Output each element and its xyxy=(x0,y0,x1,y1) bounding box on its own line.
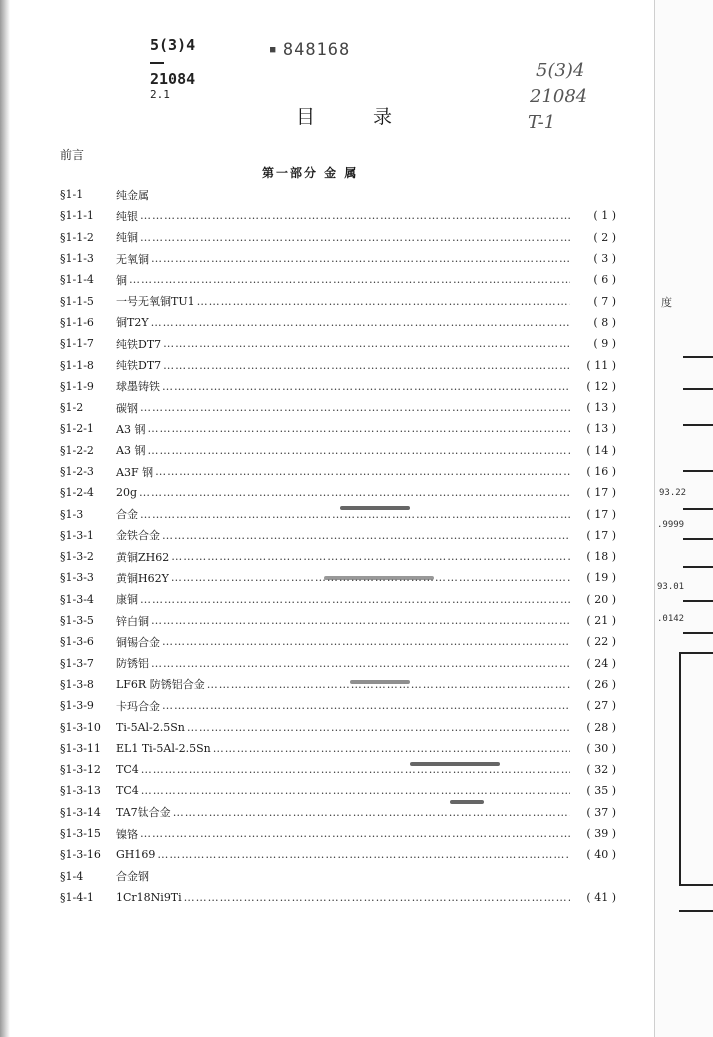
leader-dots xyxy=(157,848,570,861)
toc-section-code: §1-1-9 xyxy=(60,379,94,393)
toc-page-number: ( 17 ) xyxy=(586,528,616,542)
leader-dots xyxy=(162,380,570,393)
toc-entry xyxy=(60,653,616,674)
toc-page-number: ( 27 ) xyxy=(586,699,616,713)
toc-entry-title: 合金 xyxy=(116,508,138,522)
leader-dots xyxy=(163,337,570,350)
toc-page-number: ( 18 ) xyxy=(586,550,616,564)
toc-section-code: §1-3-7 xyxy=(60,656,94,670)
toc-entry xyxy=(60,205,616,226)
leader-dots xyxy=(151,252,570,265)
toc-entry xyxy=(60,184,616,205)
toc-entry xyxy=(60,738,616,759)
toc-entry xyxy=(60,376,616,397)
toc-entry-title: TC4 xyxy=(116,784,139,798)
toc-entry-title: 纯银 xyxy=(116,209,138,223)
page-title: 目录 xyxy=(296,106,451,128)
leader-dots xyxy=(140,209,570,222)
leader-dots xyxy=(141,784,570,797)
toc-entry xyxy=(60,482,616,503)
edge-text-5: .0142 xyxy=(657,614,685,624)
toc-entry xyxy=(60,397,616,418)
toc-entry-title: 铜T2Y xyxy=(116,316,149,330)
toc-entry xyxy=(60,440,616,461)
leader-dots xyxy=(187,721,570,734)
toc-entry-title: TA7钛合金 xyxy=(116,806,171,820)
toc-entry-title: 纯铁DT7 xyxy=(116,359,162,373)
toc-section-code: §1-2-1 xyxy=(60,422,94,436)
toc-entry-title: 纯铜 xyxy=(116,231,138,245)
toc-section-code: §1-3-14 xyxy=(60,805,101,819)
toc-page-number: ( 32 ) xyxy=(586,763,616,777)
toc-entry-title: A3F 钢 xyxy=(116,465,154,479)
toc-page-number: ( 37 ) xyxy=(586,805,616,819)
toc-page-number: ( 28 ) xyxy=(586,720,616,734)
toc-page-number: ( 14 ) xyxy=(586,443,616,457)
toc-page-number: ( 9 ) xyxy=(593,337,616,351)
toc-section-code: §1-3-8 xyxy=(60,677,94,691)
part-title: 第一部分 金 属 xyxy=(262,166,359,180)
toc-entry xyxy=(60,503,616,524)
toc-entry-title: Ti-5Al-2.5Sn xyxy=(116,720,185,734)
toc-page-number: ( 39 ) xyxy=(586,827,616,841)
print-smudge xyxy=(340,506,410,510)
leader-dots xyxy=(173,806,570,819)
toc-section-code: §1-3-13 xyxy=(60,784,101,798)
toc-entry xyxy=(60,227,616,248)
leader-dots xyxy=(139,486,570,499)
toc-entry-title: TC4 xyxy=(116,763,139,777)
toc-page-number: ( 20 ) xyxy=(586,592,616,606)
toc-page-number: ( 16 ) xyxy=(586,465,616,478)
toc-page-number: ( 11 ) xyxy=(586,358,616,372)
leader-dots xyxy=(162,529,570,542)
table-of-contents xyxy=(60,184,616,908)
toc-section-code: §1-3-6 xyxy=(60,635,94,649)
leader-dots xyxy=(163,359,570,372)
toc-section-code: §1-2 xyxy=(60,401,84,415)
toc-page-number: ( 24 ) xyxy=(586,656,616,670)
toc-section-code: §1-1-1 xyxy=(60,209,94,223)
toc-section-code: §1-3-4 xyxy=(60,592,94,606)
toc-entry-title: LF6R 防锈铝合金 xyxy=(116,678,205,692)
edge-rule xyxy=(683,632,713,634)
toc-page-number: ( 17 ) xyxy=(586,486,616,500)
toc-page-number: ( 13 ) xyxy=(586,422,616,436)
toc-entry xyxy=(60,866,616,887)
leader-dots xyxy=(197,295,570,308)
toc-section-code: §1-3-2 xyxy=(60,550,94,564)
toc-page-number: ( 12 ) xyxy=(586,379,616,393)
toc-section-code: §1-3-5 xyxy=(60,614,94,628)
leader-dots xyxy=(155,465,570,478)
toc-entry-title: 一号无氧铜TU1 xyxy=(116,295,195,309)
toc-page-number: ( 19 ) xyxy=(586,571,616,585)
toc-entry-title: 纯铁DT7 xyxy=(116,337,162,351)
edge-rule xyxy=(683,424,713,426)
leader-dots xyxy=(140,827,570,840)
toc-entry-title: 锌白铜 xyxy=(116,614,149,628)
leader-dots xyxy=(151,657,570,670)
toc-section-code: §1-1-6 xyxy=(60,315,94,329)
leader-dots xyxy=(213,742,570,755)
toc-page-number: ( 21 ) xyxy=(586,614,616,628)
toc-section-code: §1-3-9 xyxy=(60,699,94,713)
edge-rule xyxy=(683,508,713,510)
toc-page-number: ( 8 ) xyxy=(593,315,616,329)
toc-page-number: ( 13 ) xyxy=(586,401,616,415)
toc-foreword: 前言 xyxy=(60,148,85,162)
toc-entry xyxy=(60,631,616,652)
toc-section-code: §1-2-3 xyxy=(60,465,94,478)
toc-entry xyxy=(60,589,616,610)
toc-page-number: ( 41 ) xyxy=(586,890,616,904)
edge-rule xyxy=(679,910,713,912)
toc-section-code: §1-3-11 xyxy=(60,741,101,755)
leader-dots xyxy=(162,699,570,712)
toc-entry xyxy=(60,716,616,737)
toc-entry-title: 铜 xyxy=(116,273,127,287)
catalog-stamp-line3: 2.1 xyxy=(150,88,170,101)
edge-rule xyxy=(683,600,713,602)
toc-entry xyxy=(60,333,616,354)
print-smudge xyxy=(410,762,500,766)
leader-dots xyxy=(184,891,570,904)
toc-section-code: §1-1-5 xyxy=(60,294,94,308)
toc-section-code: §1-2-2 xyxy=(60,443,94,457)
edge-rule xyxy=(683,470,713,472)
toc-section-code: §1-3-3 xyxy=(60,571,94,585)
toc-entry xyxy=(60,802,616,823)
toc-page-number: ( 2 ) xyxy=(593,230,616,244)
print-smudge xyxy=(350,680,410,684)
toc-entry-title: 球墨铸铁 xyxy=(116,380,160,394)
toc-entry-title: 碳钢 xyxy=(116,401,138,415)
toc-entry-title: 防锈铝 xyxy=(116,657,149,671)
edge-rule xyxy=(683,538,713,540)
toc-entry xyxy=(60,546,616,567)
leader-dots xyxy=(140,231,570,244)
toc-section-code: §1-1-2 xyxy=(60,230,94,244)
edge-bracket xyxy=(679,652,713,886)
toc-page-number: ( 40 ) xyxy=(586,848,616,862)
toc-entry xyxy=(60,674,616,695)
edge-text-1: 度 xyxy=(661,296,672,309)
toc-section-code: §1-3-16 xyxy=(60,848,101,862)
toc-entry xyxy=(60,312,616,333)
handwritten-line1: 5(3)4 xyxy=(536,60,585,81)
toc-page-number: ( 26 ) xyxy=(586,677,616,691)
toc-section-code: §1-1-3 xyxy=(60,252,94,266)
edge-rule xyxy=(683,566,713,568)
leader-dots xyxy=(140,593,570,606)
toc-section-code: §1-4 xyxy=(60,869,84,883)
toc-page-number: ( 30 ) xyxy=(586,741,616,755)
toc-section-code: §1-2-4 xyxy=(60,486,94,500)
toc-entry-title: 金铁合金 xyxy=(116,529,160,543)
leader-dots xyxy=(147,444,570,457)
toc-entry-title: 1Cr18Ni9Ti xyxy=(116,890,182,904)
edge-text-4: 93.01 xyxy=(657,582,685,592)
toc-entry xyxy=(60,248,616,269)
toc-entry xyxy=(60,887,616,908)
toc-entry xyxy=(60,461,616,482)
toc-entry-title: A3 钢 xyxy=(116,444,146,458)
toc-entry xyxy=(60,780,616,801)
toc-section-code: §1-3-1 xyxy=(60,528,94,542)
leader-dots xyxy=(140,401,570,414)
toc-entry xyxy=(60,418,616,439)
edge-rule xyxy=(683,356,713,358)
toc-section-code: §1-3-15 xyxy=(60,827,101,841)
toc-entry-title: 康铜 xyxy=(116,593,138,607)
edge-text-2: 93.22 xyxy=(659,488,687,498)
toc-entry-title: 黄铜H62Y xyxy=(116,571,169,585)
toc-entry xyxy=(60,610,616,631)
toc-entry xyxy=(60,525,616,546)
toc-entry xyxy=(60,844,616,865)
page-edge-shadow xyxy=(0,0,10,1037)
toc-entry xyxy=(60,354,616,375)
toc-section-code: §1-1 xyxy=(60,188,84,202)
leader-dots xyxy=(162,635,570,648)
toc-page-number: ( 7 ) xyxy=(593,294,616,308)
toc-entry-title: 黄铜ZH62 xyxy=(116,550,170,564)
stamp-dash xyxy=(150,62,164,64)
toc-entry xyxy=(60,759,616,780)
accession-number: ■ 848168 xyxy=(270,40,351,60)
catalog-stamp-line2: 21084 xyxy=(150,70,196,88)
toc-entry-title: 20g xyxy=(116,486,138,500)
toc-section-code: §1-1-8 xyxy=(60,358,94,372)
toc-entry xyxy=(60,269,616,290)
leader-dots xyxy=(151,316,570,329)
edge-rule xyxy=(683,388,713,390)
toc-section-code: §1-4-1 xyxy=(60,890,94,904)
toc-page-number: ( 22 ) xyxy=(586,635,616,649)
handwritten-line2: 21084 xyxy=(530,86,588,107)
print-smudge xyxy=(324,576,434,580)
toc-entry-title: 卡玛合金 xyxy=(116,699,160,713)
toc-section-code: §1-1-7 xyxy=(60,337,94,351)
toc-page-number: ( 17 ) xyxy=(586,507,616,521)
toc-entry xyxy=(60,695,616,716)
leader-dots xyxy=(129,273,570,286)
toc-entry xyxy=(60,823,616,844)
toc-entry xyxy=(60,290,616,311)
toc-entry-title: 纯金属 xyxy=(116,188,149,202)
leader-dots xyxy=(141,763,570,776)
leader-dots xyxy=(151,614,570,627)
toc-page-number: ( 35 ) xyxy=(586,784,616,798)
toc-entry-title: 无氧铜 xyxy=(116,252,149,266)
toc-page-number: ( 1 ) xyxy=(593,209,616,223)
toc-section-code: §1-3-12 xyxy=(60,763,101,777)
leader-dots xyxy=(171,550,570,563)
toc-entry-title: 镍铬 xyxy=(116,827,138,841)
toc-entry-title: EL1 Ti-5Al-2.5Sn xyxy=(116,741,211,755)
leader-dots xyxy=(147,422,570,435)
print-smudge xyxy=(450,800,484,804)
toc-page-number: ( 6 ) xyxy=(593,273,616,287)
handwritten-line3: T-1 xyxy=(528,112,556,133)
toc-entry-title: 铜锡合金 xyxy=(116,635,160,649)
toc-page-number: ( 3 ) xyxy=(593,252,616,266)
toc-section-code: §1-3-10 xyxy=(60,720,101,734)
toc-entry-title: GH169 xyxy=(116,848,156,862)
edge-text-3: .9999 xyxy=(657,520,685,530)
toc-entry-title: A3 钢 xyxy=(116,422,146,436)
toc-section-code: §1-3 xyxy=(60,507,84,521)
toc-entry-title: 合金钢 xyxy=(116,870,149,884)
toc-section-code: §1-1-4 xyxy=(60,273,94,287)
catalog-stamp-line1: 5(3)4 xyxy=(150,36,196,54)
adjacent-page-edge xyxy=(654,0,713,1037)
